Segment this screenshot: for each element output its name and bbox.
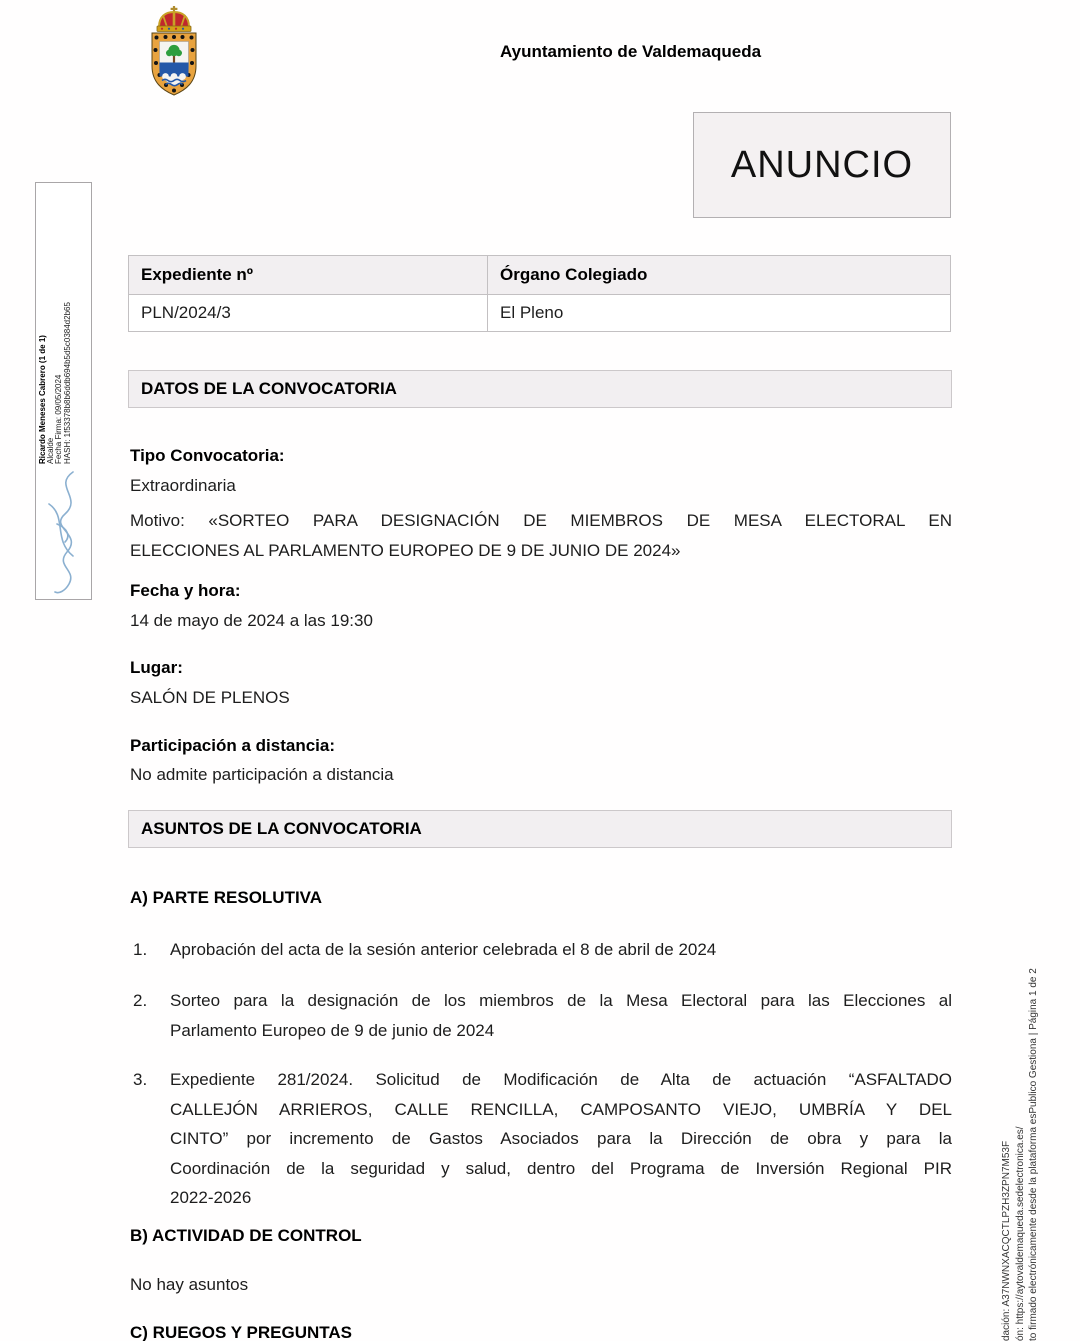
announcement-title: ANUNCIO bbox=[730, 143, 914, 186]
section-bar-datos bbox=[128, 370, 952, 408]
section-title-asuntos: ASUNTOS DE LA CONVOCATORIA bbox=[141, 819, 422, 838]
signature-date: Fecha Firma: 09/05/2024 bbox=[54, 374, 64, 464]
section-title-datos: DATOS DE LA CONVOCATORIA bbox=[141, 379, 397, 398]
part-b-text: No hay asuntos bbox=[130, 1275, 249, 1294]
agenda-item-number: 1. bbox=[133, 940, 148, 959]
verification-platform-line: to firmado electrónicamente desde la plataforma esPublico Gestiona | Página 1 de 2 bbox=[1028, 968, 1039, 1341]
fecha-hora-value: 14 de mayo de 2024 a las 19:30 bbox=[130, 611, 373, 630]
section-bar-asuntos bbox=[128, 810, 952, 848]
info-table-value-row bbox=[128, 295, 952, 332]
info-table-header-row bbox=[128, 255, 952, 295]
announcement-box bbox=[693, 112, 951, 218]
organo-header-cell: Órgano Colegiado bbox=[487, 255, 951, 295]
lugar-label: Lugar: bbox=[130, 658, 183, 677]
participacion-label: Participación a distancia: bbox=[130, 736, 336, 755]
lugar-value: SALÓN DE PLENOS bbox=[130, 688, 290, 707]
motivo-line-2: ELECCIONES AL PARLAMENTO EUROPEO DE 9 DE JUNIO DE 2024» bbox=[130, 541, 681, 560]
agenda-item-1 bbox=[133, 935, 952, 965]
verification-sidebar bbox=[1000, 911, 1041, 1341]
tipo-convocatoria-value: Extraordinaria bbox=[130, 476, 236, 495]
agenda-item-line: 2022-2026 bbox=[170, 1188, 252, 1207]
agenda-item-number: 2. bbox=[133, 991, 148, 1010]
agenda-item-number: 3. bbox=[133, 1070, 148, 1089]
agenda-item-line: CALLEJÓN ARRIEROS, CALLE RENCILLA, CAMPOSANTO VIEJO, UMBRÍA Y DEL bbox=[170, 1099, 952, 1119]
info-table bbox=[128, 255, 952, 332]
signature-hash: HASH: 1f53378b8b6ddb694b5d5c0384d2b65 bbox=[62, 302, 72, 464]
agenda-item-3 bbox=[133, 1065, 952, 1213]
signature-role: Alcalde bbox=[46, 437, 56, 464]
expediente-header-cell: Expediente nº bbox=[128, 255, 488, 295]
signature-stamp-box bbox=[35, 182, 92, 600]
organization-title: Ayuntamiento de Valdemaqueda bbox=[500, 42, 762, 61]
agenda-item-line: Coordinación de la seguridad y salud, dentro del Programa de Inversión Regional PIR bbox=[170, 1158, 952, 1178]
agenda-item-line: Aprobación del acta de la sesión anterior celebrada el 8 de abril de 2024 bbox=[170, 940, 717, 959]
signature-stamp-text bbox=[39, 288, 72, 464]
part-a-heading: A) PARTE RESOLUTIVA bbox=[130, 888, 323, 907]
verification-code-line: dación: A37NWNXACQCTLPZH3ZPN7M53F bbox=[1001, 1140, 1012, 1341]
verification-url-line: ón: https://aytovaldemaqueda.sedelectronica.es/ bbox=[1014, 1126, 1026, 1341]
motivo-line-1: Motivo: «SORTEO PARA DESIGNACIÓN DE MIEMBROS DE MESA ELECTORAL EN bbox=[130, 511, 952, 530]
tipo-convocatoria-label: Tipo Convocatoria: bbox=[130, 446, 285, 465]
agenda-item-line: Sorteo para la designación de los miembros de la Mesa Electoral para las Elecciones al bbox=[170, 991, 952, 1010]
handwritten-signature-icon bbox=[37, 466, 91, 598]
agenda-item-line: Expediente 281/2024. Solicitud de Modificación de Alta de actuación “ASFALTADO bbox=[170, 1070, 952, 1089]
part-b-heading: B) ACTIVIDAD DE CONTROL bbox=[130, 1226, 362, 1245]
coat-of-arms-icon bbox=[146, 6, 202, 98]
signature-signer: Ricardo Meneses Cabrero (1 de 1) bbox=[38, 335, 47, 464]
fecha-hora-label: Fecha y hora: bbox=[130, 581, 241, 600]
agenda-item-line: Parlamento Europeo de 9 de junio de 2024 bbox=[170, 1020, 495, 1040]
agenda-item-2 bbox=[133, 986, 952, 1045]
expediente-value-cell: PLN/2024/3 bbox=[128, 294, 488, 332]
agenda-item-line: CINTO” por incremento de Gastos Asociados para la Dirección de obra y para la bbox=[170, 1129, 952, 1148]
participacion-value: No admite participación a distancia bbox=[130, 765, 394, 784]
organo-value-cell: El Pleno bbox=[487, 294, 951, 332]
part-c-heading: C) RUEGOS Y PREGUNTAS bbox=[130, 1323, 352, 1341]
